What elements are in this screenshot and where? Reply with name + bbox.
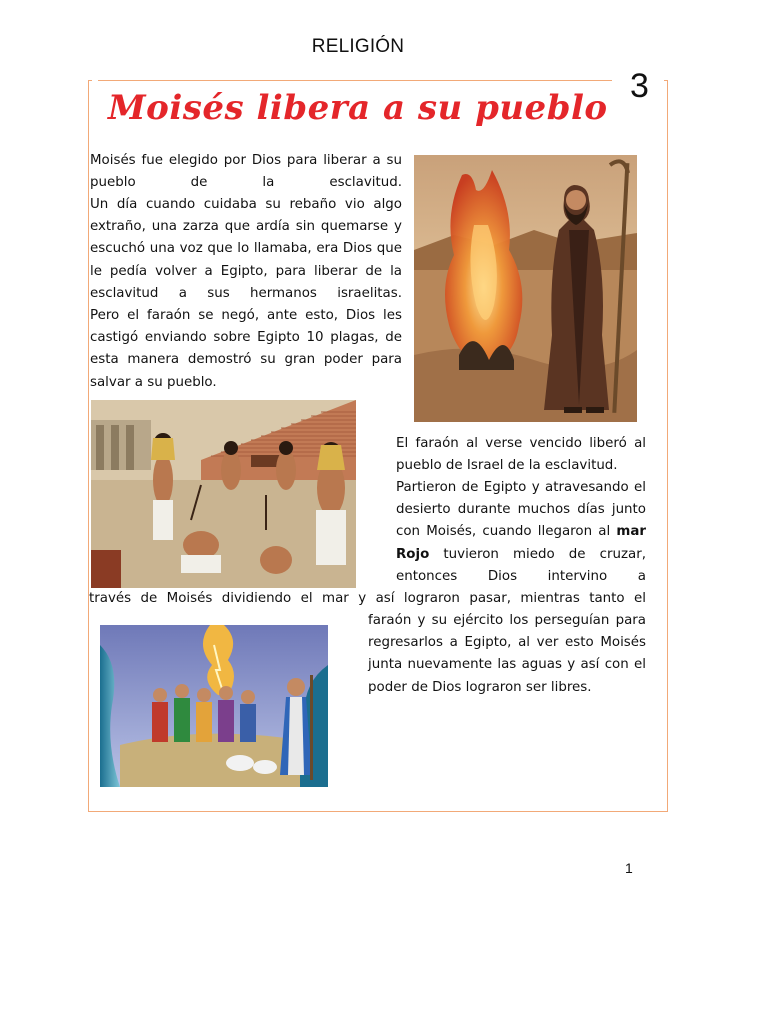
frame-gap [92, 78, 98, 83]
unit-number: 3 [630, 67, 649, 105]
page-title: Moisés libera a su pueblo [108, 88, 608, 128]
paragraph-burning-bush: Un día cuando cuidaba su rebaño vio algo extraño, una zarza que ardía sin quemarse y escuchó una voz que lo llamaba, era Dios que le pedía volver a Egipto, para liberar de la esclavitud a sus hermanos israelitas. [90, 197, 402, 301]
page-number: 1 [625, 860, 633, 876]
paragraph-pursuit: faraón y su ejército los perseguían para regresarlos a Egipto, al ver esto Moisés junta nuevamente las aguas y así con el poder de Dios lograron ser libres. [368, 613, 646, 695]
burning-bush-illustration [414, 155, 637, 422]
paragraph-liberation: El faraón al verse vencido liberó al pueblo de Israel de la esclavitud. [396, 436, 646, 474]
red-sea-text-end: tuvieron miedo de cruzar, entonces Dios intervino a [396, 546, 646, 584]
red-sea-crossing-illustration [100, 625, 328, 787]
paragraph-plagues: Pero el faraón se negó, ante esto, Dios les castigó enviando sobre Egipto 10 plagas, de esta manera demostró su gran poder para salvar a su pueblo. [90, 308, 402, 390]
red-sea-text-start: Partieron de Egipto y atravesando el desierto durante muchos días junto con Moisés, cuando llegaron al [396, 480, 646, 540]
red-sea-bold: mar Rojo [396, 524, 646, 562]
slavery-in-egypt-illustration [91, 400, 356, 588]
paragraph-chosen: Moisés fue elegido por Dios para liberar a su pueblo de la esclavitud. [90, 153, 402, 191]
paragraph-red-sea [396, 477, 646, 588]
paragraph-red-sea-wide-line: través de Moisés dividiendo el mar y así lograron pasar, mientras tanto el [89, 591, 646, 606]
subject-header: RELIGIÓN [311, 36, 405, 57]
